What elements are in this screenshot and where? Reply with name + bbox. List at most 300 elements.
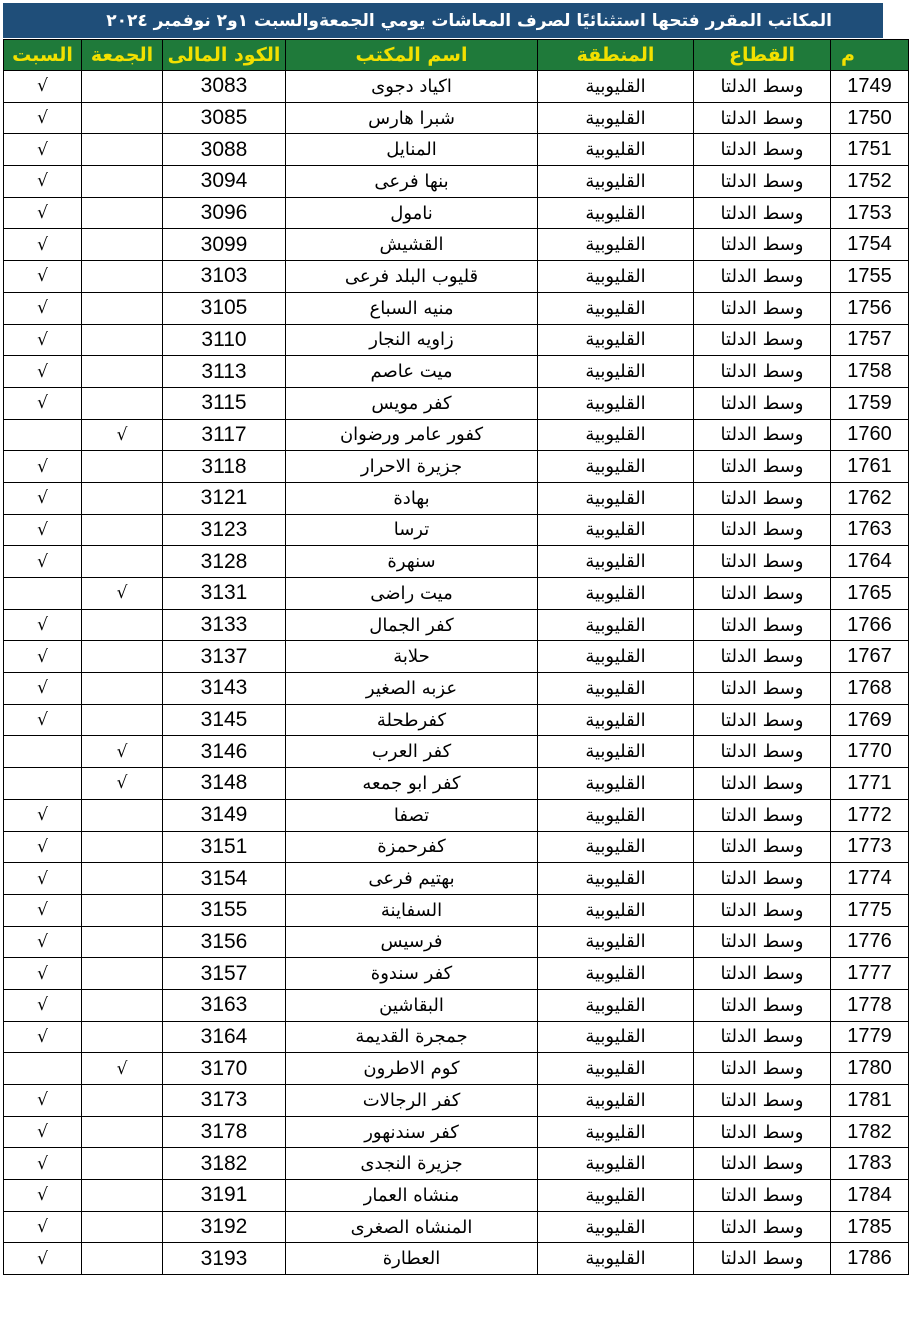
saturday-cell[interactable]: √ (4, 863, 82, 895)
office-name-cell[interactable]: تصفا (286, 799, 538, 831)
table-body (4, 71, 909, 1275)
region-cell[interactable]: القليوبية (538, 1211, 694, 1243)
header-region[interactable]: المنطقة (538, 40, 694, 71)
row-number-cell[interactable]: 1777 (831, 958, 909, 990)
region-cell[interactable]: القليوبية (538, 894, 694, 926)
friday-cell[interactable] (82, 989, 163, 1021)
friday-cell[interactable]: √ (82, 1053, 163, 1085)
row-number-cell[interactable]: 1755 (831, 261, 909, 293)
region-cell[interactable]: القليوبية (538, 356, 694, 388)
saturday-cell[interactable] (4, 768, 82, 800)
friday-cell[interactable] (82, 546, 163, 578)
region-cell[interactable]: القليوبية (538, 1180, 694, 1212)
row-number-cell[interactable]: 1761 (831, 451, 909, 483)
row-number-cell[interactable]: 1778 (831, 989, 909, 1021)
saturday-cell[interactable]: √ (4, 229, 82, 261)
table-row (4, 419, 909, 451)
saturday-cell[interactable]: √ (4, 958, 82, 990)
office-name-cell[interactable]: عزبه الصغير (286, 673, 538, 705)
region-cell[interactable]: القليوبية (538, 166, 694, 198)
header-num[interactable]: م (831, 40, 909, 71)
sector-cell[interactable]: وسط الدلتا (694, 166, 831, 198)
office-name-cell[interactable]: كفور عامر ورضوان (286, 419, 538, 451)
office-name-cell[interactable]: جزيرة الاحرار (286, 451, 538, 483)
table-row (4, 831, 909, 863)
code-cell[interactable]: 3170 (163, 1053, 286, 1085)
saturday-cell[interactable]: √ (4, 482, 82, 514)
region-cell[interactable]: القليوبية (538, 1053, 694, 1085)
office-name-cell[interactable]: كفرحمزة (286, 831, 538, 863)
sector-cell[interactable]: وسط الدلتا (694, 261, 831, 293)
table-row (4, 1180, 909, 1212)
saturday-cell[interactable]: √ (4, 1116, 82, 1148)
friday-cell[interactable]: √ (82, 768, 163, 800)
code-cell[interactable]: 3103 (163, 261, 286, 293)
saturday-cell[interactable]: √ (4, 1211, 82, 1243)
sector-cell[interactable]: وسط الدلتا (694, 799, 831, 831)
friday-cell[interactable] (82, 673, 163, 705)
row-number-cell[interactable]: 1752 (831, 166, 909, 198)
saturday-cell[interactable]: √ (4, 514, 82, 546)
friday-cell[interactable] (82, 261, 163, 293)
region-cell[interactable]: القليوبية (538, 578, 694, 610)
office-name-cell[interactable]: القشيش (286, 229, 538, 261)
saturday-cell[interactable]: √ (4, 1085, 82, 1117)
code-cell[interactable]: 3156 (163, 926, 286, 958)
row-number-cell[interactable]: 1767 (831, 641, 909, 673)
office-name-cell[interactable]: كفر العرب (286, 736, 538, 768)
table-row (4, 609, 909, 641)
code-cell[interactable]: 3146 (163, 736, 286, 768)
sector-cell[interactable]: وسط الدلتا (694, 863, 831, 895)
office-name-cell[interactable]: منيه السباع (286, 292, 538, 324)
sector-cell[interactable]: وسط الدلتا (694, 134, 831, 166)
code-cell[interactable]: 3115 (163, 387, 286, 419)
region-cell[interactable]: القليوبية (538, 989, 694, 1021)
row-number-cell[interactable]: 1765 (831, 578, 909, 610)
code-cell[interactable]: 3110 (163, 324, 286, 356)
table-row (4, 1116, 909, 1148)
office-name-cell[interactable]: البقاشين (286, 989, 538, 1021)
saturday-cell[interactable]: √ (4, 197, 82, 229)
row-number-cell[interactable]: 1782 (831, 1116, 909, 1148)
table-row (4, 292, 909, 324)
friday-cell[interactable] (82, 292, 163, 324)
saturday-cell[interactable]: √ (4, 1021, 82, 1053)
code-cell[interactable]: 3117 (163, 419, 286, 451)
row-number-cell[interactable]: 1759 (831, 387, 909, 419)
sector-cell[interactable]: وسط الدلتا (694, 229, 831, 261)
code-cell[interactable]: 3085 (163, 102, 286, 134)
friday-cell[interactable] (82, 799, 163, 831)
office-name-cell[interactable]: زاويه النجار (286, 324, 538, 356)
table-row (4, 958, 909, 990)
friday-cell[interactable] (82, 514, 163, 546)
code-cell[interactable]: 3137 (163, 641, 286, 673)
saturday-cell[interactable]: √ (4, 989, 82, 1021)
sector-cell[interactable]: وسط الدلتا (694, 356, 831, 388)
header-saturday[interactable]: السبت (4, 40, 82, 71)
saturday-cell[interactable]: √ (4, 673, 82, 705)
row-number-cell[interactable]: 1764 (831, 546, 909, 578)
sector-cell[interactable]: وسط الدلتا (694, 1021, 831, 1053)
code-cell[interactable]: 3099 (163, 229, 286, 261)
friday-cell[interactable] (82, 482, 163, 514)
row-number-cell[interactable]: 1757 (831, 324, 909, 356)
row-number-cell[interactable]: 1758 (831, 356, 909, 388)
office-name-cell[interactable]: ترسا (286, 514, 538, 546)
region-cell[interactable]: القليوبية (538, 609, 694, 641)
friday-cell[interactable] (82, 641, 163, 673)
office-name-cell[interactable]: جمجرة القديمة (286, 1021, 538, 1053)
friday-cell[interactable] (82, 1180, 163, 1212)
table-row (4, 1021, 909, 1053)
friday-cell[interactable] (82, 894, 163, 926)
office-name-cell[interactable]: بنها فرعى (286, 166, 538, 198)
sector-cell[interactable]: وسط الدلتا (694, 1211, 831, 1243)
friday-cell[interactable] (82, 356, 163, 388)
row-number-cell[interactable]: 1770 (831, 736, 909, 768)
sector-cell[interactable]: وسط الدلتا (694, 894, 831, 926)
friday-cell[interactable] (82, 1085, 163, 1117)
table-row (4, 1085, 909, 1117)
office-name-cell[interactable]: المنشاه الصغرى (286, 1211, 538, 1243)
sector-cell[interactable]: وسط الدلتا (694, 324, 831, 356)
code-cell[interactable]: 3118 (163, 451, 286, 483)
office-name-cell[interactable]: اكياد دجوى (286, 71, 538, 103)
table-row (4, 704, 909, 736)
table-row (4, 356, 909, 388)
table-row (4, 673, 909, 705)
friday-cell[interactable]: √ (82, 578, 163, 610)
sector-cell[interactable]: وسط الدلتا (694, 387, 831, 419)
friday-cell[interactable] (82, 166, 163, 198)
row-number-cell[interactable]: 1774 (831, 863, 909, 895)
saturday-cell[interactable]: √ (4, 451, 82, 483)
office-name-cell[interactable]: كفر سندوة (286, 958, 538, 990)
region-cell[interactable]: القليوبية (538, 451, 694, 483)
office-name-cell[interactable]: كفر الجمال (286, 609, 538, 641)
row-number-cell[interactable]: 1760 (831, 419, 909, 451)
table-row (4, 134, 909, 166)
row-number-cell[interactable]: 1772 (831, 799, 909, 831)
row-number-cell[interactable]: 1783 (831, 1148, 909, 1180)
office-name-cell[interactable]: كفر مويس (286, 387, 538, 419)
sector-cell[interactable]: وسط الدلتا (694, 831, 831, 863)
row-number-cell[interactable]: 1780 (831, 1053, 909, 1085)
code-cell[interactable]: 3113 (163, 356, 286, 388)
table-row (4, 482, 909, 514)
saturday-cell[interactable] (4, 578, 82, 610)
row-number-cell[interactable]: 1773 (831, 831, 909, 863)
header-friday[interactable]: الجمعة (82, 40, 163, 71)
row-number-cell[interactable]: 1781 (831, 1085, 909, 1117)
saturday-cell[interactable]: √ (4, 831, 82, 863)
table-row (4, 197, 909, 229)
code-cell[interactable]: 3145 (163, 704, 286, 736)
saturday-cell[interactable]: √ (4, 166, 82, 198)
region-cell[interactable]: القليوبية (538, 863, 694, 895)
row-number-cell[interactable]: 1775 (831, 894, 909, 926)
office-name-cell[interactable]: كفر الرجالات (286, 1085, 538, 1117)
row-number-cell[interactable]: 1762 (831, 482, 909, 514)
sector-cell[interactable]: وسط الدلتا (694, 1085, 831, 1117)
table-row (4, 926, 909, 958)
region-cell[interactable]: القليوبية (538, 1021, 694, 1053)
office-name-cell[interactable]: ميت راضى (286, 578, 538, 610)
saturday-cell[interactable]: √ (4, 102, 82, 134)
friday-cell[interactable] (82, 1243, 163, 1275)
sector-cell[interactable]: وسط الدلتا (694, 71, 831, 103)
row-number-cell[interactable]: 1749 (831, 71, 909, 103)
region-cell[interactable]: القليوبية (538, 102, 694, 134)
sector-cell[interactable]: وسط الدلتا (694, 641, 831, 673)
saturday-cell[interactable]: √ (4, 926, 82, 958)
saturday-cell[interactable]: √ (4, 134, 82, 166)
row-number-cell[interactable]: 1786 (831, 1243, 909, 1275)
code-cell[interactable]: 3191 (163, 1180, 286, 1212)
office-name-cell[interactable]: السفاينة (286, 894, 538, 926)
code-cell[interactable]: 3096 (163, 197, 286, 229)
office-name-cell[interactable]: سنهرة (286, 546, 538, 578)
sector-cell[interactable]: وسط الدلتا (694, 102, 831, 134)
table-row (4, 1053, 909, 1085)
region-cell[interactable]: القليوبية (538, 292, 694, 324)
code-cell[interactable]: 3143 (163, 673, 286, 705)
row-number-cell[interactable]: 1771 (831, 768, 909, 800)
office-name-cell[interactable]: ميت عاصم (286, 356, 538, 388)
region-cell[interactable]: القليوبية (538, 1085, 694, 1117)
table-row (4, 229, 909, 261)
office-name-cell[interactable]: منشاه العمار (286, 1180, 538, 1212)
office-name-cell[interactable]: قليوب البلد فرعى (286, 261, 538, 293)
region-cell[interactable]: القليوبية (538, 546, 694, 578)
region-cell[interactable]: القليوبية (538, 641, 694, 673)
code-cell[interactable]: 3178 (163, 1116, 286, 1148)
table-row (4, 1148, 909, 1180)
sector-cell[interactable]: وسط الدلتا (694, 197, 831, 229)
row-number-cell[interactable]: 1766 (831, 609, 909, 641)
friday-cell[interactable]: √ (82, 419, 163, 451)
sector-cell[interactable]: وسط الدلتا (694, 926, 831, 958)
friday-cell[interactable] (82, 863, 163, 895)
code-cell[interactable]: 3094 (163, 166, 286, 198)
region-cell[interactable]: القليوبية (538, 673, 694, 705)
office-name-cell[interactable]: بهادة (286, 482, 538, 514)
code-cell[interactable]: 3131 (163, 578, 286, 610)
sector-cell[interactable]: وسط الدلتا (694, 736, 831, 768)
friday-cell[interactable] (82, 1021, 163, 1053)
saturday-cell[interactable] (4, 736, 82, 768)
friday-cell[interactable] (82, 704, 163, 736)
sector-cell[interactable]: وسط الدلتا (694, 292, 831, 324)
office-name-cell[interactable]: بهتيم فرعى (286, 863, 538, 895)
friday-cell[interactable] (82, 926, 163, 958)
saturday-cell[interactable]: √ (4, 894, 82, 926)
region-cell[interactable]: القليوبية (538, 958, 694, 990)
office-name-cell[interactable]: حلابة (286, 641, 538, 673)
sector-cell[interactable]: وسط الدلتا (694, 546, 831, 578)
table-row (4, 324, 909, 356)
office-name-cell[interactable]: العطارة (286, 1243, 538, 1275)
saturday-cell[interactable]: √ (4, 1148, 82, 1180)
region-cell[interactable]: القليوبية (538, 768, 694, 800)
friday-cell[interactable] (82, 387, 163, 419)
region-cell[interactable]: القليوبية (538, 799, 694, 831)
sector-cell[interactable]: وسط الدلتا (694, 958, 831, 990)
friday-cell[interactable] (82, 71, 163, 103)
code-cell[interactable]: 3193 (163, 1243, 286, 1275)
sector-cell[interactable]: وسط الدلتا (694, 1148, 831, 1180)
code-cell[interactable]: 3149 (163, 799, 286, 831)
office-name-cell[interactable]: كفرطحلة (286, 704, 538, 736)
row-number-cell[interactable]: 1753 (831, 197, 909, 229)
code-cell[interactable]: 3151 (163, 831, 286, 863)
region-cell[interactable]: القليوبية (538, 197, 694, 229)
sector-cell[interactable]: وسط الدلتا (694, 1053, 831, 1085)
sector-cell[interactable]: وسط الدلتا (694, 768, 831, 800)
friday-cell[interactable] (82, 609, 163, 641)
sector-cell[interactable]: وسط الدلتا (694, 482, 831, 514)
friday-cell[interactable] (82, 1148, 163, 1180)
code-cell[interactable]: 3128 (163, 546, 286, 578)
header-code[interactable]: الكود المالى (163, 40, 286, 71)
row-number-cell[interactable]: 1785 (831, 1211, 909, 1243)
row-number-cell[interactable]: 1784 (831, 1180, 909, 1212)
region-cell[interactable]: القليوبية (538, 736, 694, 768)
row-number-cell[interactable]: 1779 (831, 1021, 909, 1053)
friday-cell[interactable] (82, 102, 163, 134)
table-row (4, 514, 909, 546)
code-cell[interactable]: 3154 (163, 863, 286, 895)
saturday-cell[interactable]: √ (4, 356, 82, 388)
table-row (4, 1211, 909, 1243)
code-cell[interactable]: 3192 (163, 1211, 286, 1243)
office-name-cell[interactable]: كفر ابو جمعه (286, 768, 538, 800)
sector-cell[interactable]: وسط الدلتا (694, 1180, 831, 1212)
region-cell[interactable]: القليوبية (538, 926, 694, 958)
saturday-cell[interactable]: √ (4, 387, 82, 419)
region-cell[interactable]: القليوبية (538, 1243, 694, 1275)
region-cell[interactable]: القليوبية (538, 419, 694, 451)
friday-cell[interactable]: √ (82, 736, 163, 768)
row-number-cell[interactable]: 1751 (831, 134, 909, 166)
friday-cell[interactable] (82, 229, 163, 261)
saturday-cell[interactable]: √ (4, 292, 82, 324)
region-cell[interactable]: القليوبية (538, 324, 694, 356)
saturday-cell[interactable]: √ (4, 1180, 82, 1212)
header-office[interactable]: اسم المكتب (286, 40, 538, 71)
code-cell[interactable]: 3148 (163, 768, 286, 800)
sector-cell[interactable]: وسط الدلتا (694, 704, 831, 736)
code-cell[interactable]: 3157 (163, 958, 286, 990)
row-number-cell[interactable]: 1769 (831, 704, 909, 736)
sector-cell[interactable]: وسط الدلتا (694, 1116, 831, 1148)
saturday-cell[interactable]: √ (4, 1243, 82, 1275)
sheet-title: المكاتب المقرر فتحها استثنائيًا لصرف المعاشات يومي الجمعةوالسبت ١و٢ نوفمبر ٢٠٢٤ (3, 3, 883, 38)
office-name-cell[interactable]: المنايل (286, 134, 538, 166)
saturday-cell[interactable]: √ (4, 799, 82, 831)
region-cell[interactable]: القليوبية (538, 229, 694, 261)
saturday-cell[interactable]: √ (4, 609, 82, 641)
region-cell[interactable]: القليوبية (538, 134, 694, 166)
region-cell[interactable]: القليوبية (538, 704, 694, 736)
code-cell[interactable]: 3173 (163, 1085, 286, 1117)
code-cell[interactable]: 3155 (163, 894, 286, 926)
row-number-cell[interactable]: 1763 (831, 514, 909, 546)
header-sector[interactable]: القطاع (694, 40, 831, 71)
region-cell[interactable]: القليوبية (538, 1148, 694, 1180)
saturday-cell[interactable]: √ (4, 546, 82, 578)
code-cell[interactable]: 3133 (163, 609, 286, 641)
friday-cell[interactable] (82, 831, 163, 863)
region-cell[interactable]: القليوبية (538, 387, 694, 419)
code-cell[interactable]: 3164 (163, 1021, 286, 1053)
code-cell[interactable]: 3083 (163, 71, 286, 103)
code-cell[interactable]: 3163 (163, 989, 286, 1021)
office-name-cell[interactable]: نامول (286, 197, 538, 229)
code-cell[interactable]: 3105 (163, 292, 286, 324)
region-cell[interactable]: القليوبية (538, 261, 694, 293)
sector-cell[interactable]: وسط الدلتا (694, 578, 831, 610)
code-cell[interactable]: 3088 (163, 134, 286, 166)
sector-cell[interactable]: وسط الدلتا (694, 989, 831, 1021)
row-number-cell[interactable]: 1754 (831, 229, 909, 261)
friday-cell[interactable] (82, 958, 163, 990)
saturday-cell[interactable]: √ (4, 704, 82, 736)
friday-cell[interactable] (82, 451, 163, 483)
region-cell[interactable]: القليوبية (538, 482, 694, 514)
office-name-cell[interactable]: كوم الاطرون (286, 1053, 538, 1085)
office-name-cell[interactable]: كفر سندنهور (286, 1116, 538, 1148)
saturday-cell[interactable]: √ (4, 324, 82, 356)
sector-cell[interactable]: وسط الدلتا (694, 1243, 831, 1275)
sector-cell[interactable]: وسط الدلتا (694, 451, 831, 483)
friday-cell[interactable] (82, 1211, 163, 1243)
row-number-cell[interactable]: 1750 (831, 102, 909, 134)
region-cell[interactable]: القليوبية (538, 1116, 694, 1148)
sector-cell[interactable]: وسط الدلتا (694, 609, 831, 641)
saturday-cell[interactable] (4, 419, 82, 451)
friday-cell[interactable] (82, 134, 163, 166)
code-cell[interactable]: 3121 (163, 482, 286, 514)
region-cell[interactable]: القليوبية (538, 71, 694, 103)
office-name-cell[interactable]: جزيرة النجدى (286, 1148, 538, 1180)
office-name-cell[interactable]: فرسيس (286, 926, 538, 958)
header-row (4, 40, 909, 71)
table-row (4, 863, 909, 895)
office-name-cell[interactable]: شبرا هارس (286, 102, 538, 134)
sector-cell[interactable]: وسط الدلتا (694, 419, 831, 451)
code-cell[interactable]: 3182 (163, 1148, 286, 1180)
code-cell[interactable]: 3123 (163, 514, 286, 546)
sector-cell[interactable]: وسط الدلتا (694, 673, 831, 705)
region-cell[interactable]: القليوبية (538, 831, 694, 863)
saturday-cell[interactable]: √ (4, 261, 82, 293)
saturday-cell[interactable]: √ (4, 71, 82, 103)
row-number-cell[interactable]: 1756 (831, 292, 909, 324)
sector-cell[interactable]: وسط الدلتا (694, 514, 831, 546)
region-cell[interactable]: القليوبية (538, 514, 694, 546)
friday-cell[interactable] (82, 1116, 163, 1148)
friday-cell[interactable] (82, 197, 163, 229)
friday-cell[interactable] (82, 324, 163, 356)
table-row (4, 166, 909, 198)
saturday-cell[interactable]: √ (4, 641, 82, 673)
saturday-cell[interactable] (4, 1053, 82, 1085)
row-number-cell[interactable]: 1776 (831, 926, 909, 958)
row-number-cell[interactable]: 1768 (831, 673, 909, 705)
